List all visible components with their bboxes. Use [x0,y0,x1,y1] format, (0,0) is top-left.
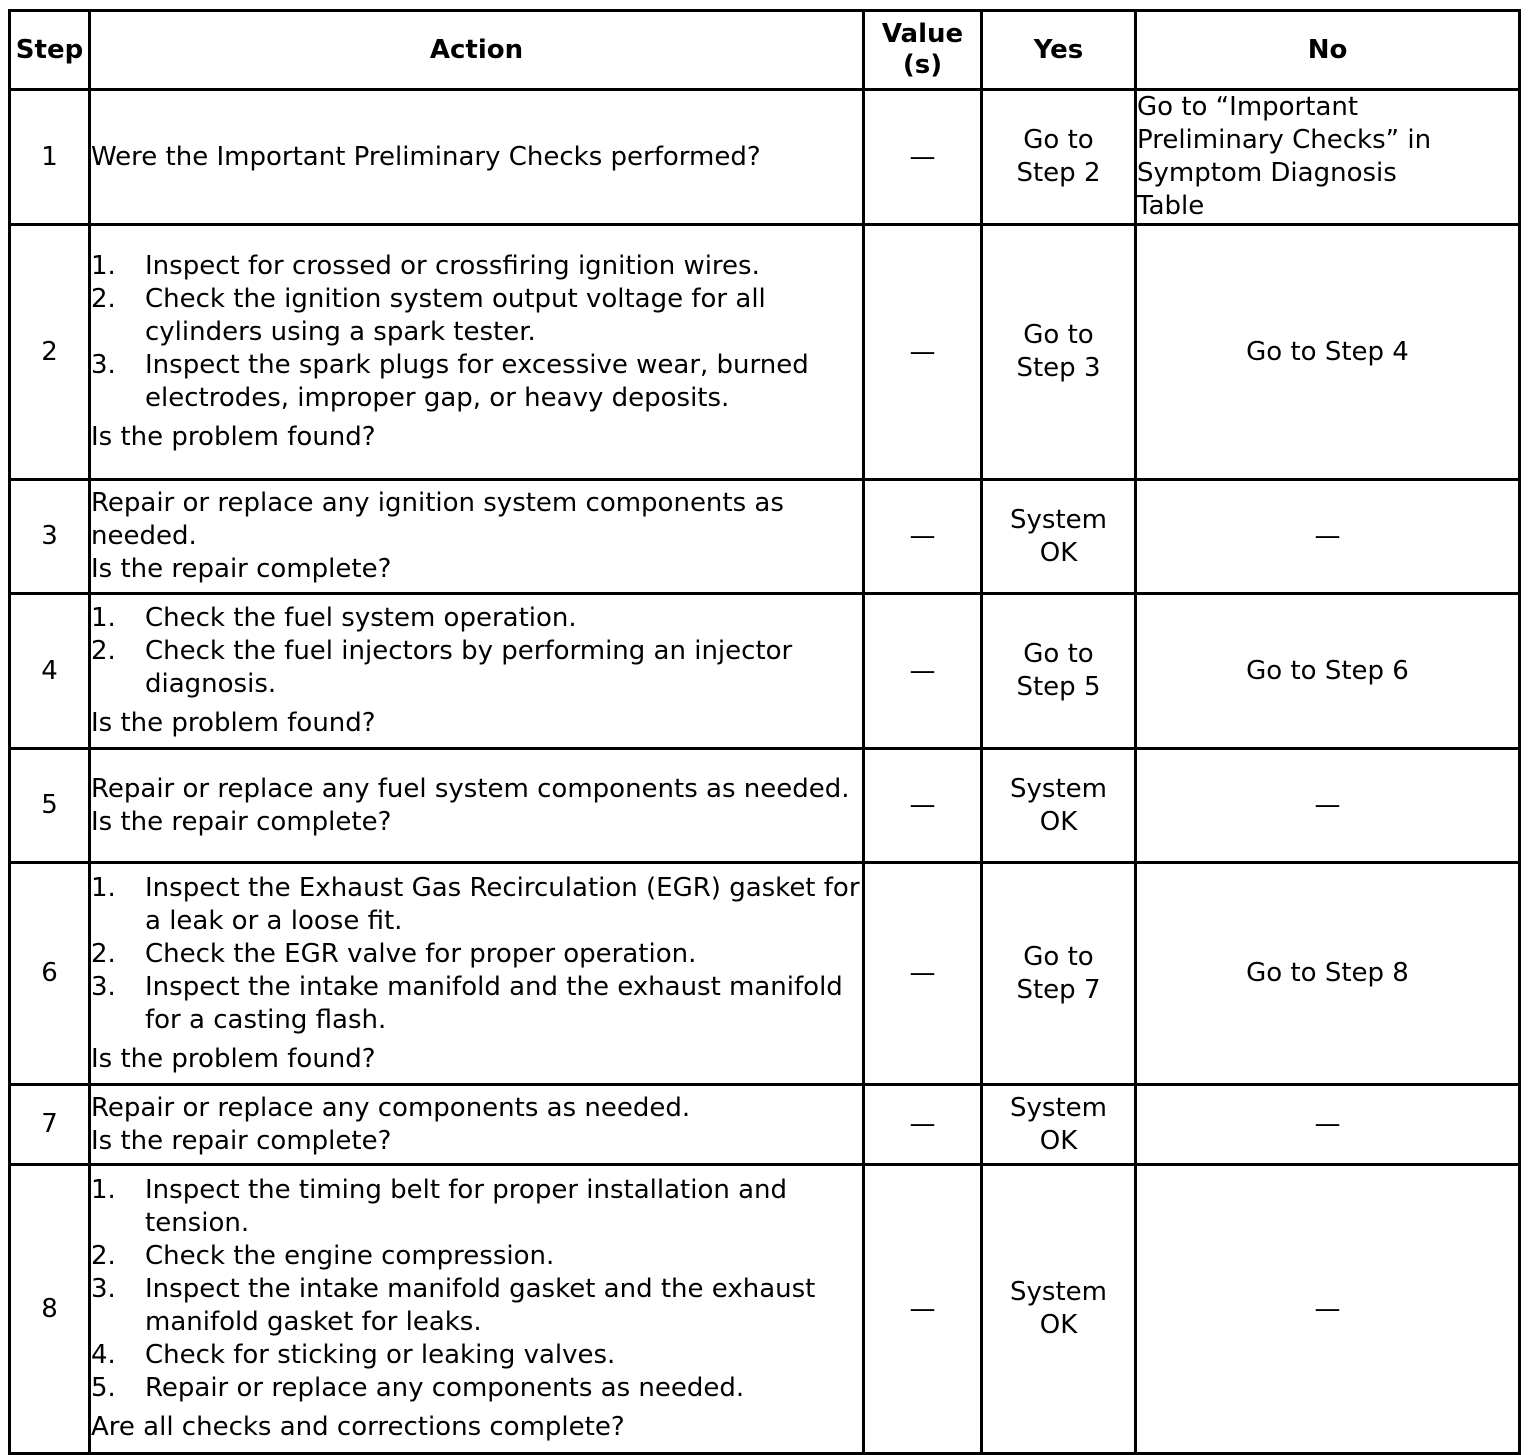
action-question: Is the problem found? [91,1043,376,1074]
item-number: 3. [91,971,116,1002]
step-number: 1 [10,90,90,225]
action-cell [90,863,864,1085]
item-text: Check the EGR valve for proper operation. [145,938,697,969]
step-number: 6 [10,863,90,1085]
action-item [91,283,862,349]
action-question: Is the problem found? [91,422,376,452]
header-value: Value (s) [864,11,982,90]
item-number: 1. [91,1175,116,1205]
item-number: 5. [91,1373,116,1403]
item-number: 2. [91,284,116,314]
item-text: Check the engine compression. [145,1241,555,1271]
yes-cell: Go to Step 3 [982,225,1136,480]
table-row [10,480,1520,594]
item-text: Inspect the intake manifold gasket and the exhaust manifold gasket for leaks. [145,1274,816,1337]
yes-cell: Go to Step 5 [982,594,1136,749]
item-number: 2. [91,636,116,666]
no-cell: — [1136,749,1520,863]
step-number: 8 [10,1165,90,1454]
action-item [91,635,862,701]
step-number: 3 [10,480,90,594]
item-number: 3. [91,1274,116,1304]
item-number: 2. [91,938,116,969]
table-row [10,1085,1520,1165]
table-row [10,594,1520,749]
action-item [91,938,862,971]
table-row [10,90,1520,225]
yes-cell: System OK [982,1165,1136,1454]
value-cell: — [864,1165,982,1454]
action-item [91,1372,862,1405]
item-number: 3. [91,350,116,380]
table-row [10,863,1520,1085]
step-number: 4 [10,594,90,749]
action-list [91,602,862,701]
action-question: Is the problem found? [91,708,376,738]
header-row [10,11,1520,90]
item-number: 1. [91,872,116,903]
item-text: Repair or replace any components as needed. [145,1373,745,1403]
action-list [91,872,862,1037]
item-text: Check for sticking or leaking valves. [145,1340,616,1370]
header-no: No [1136,11,1520,90]
value-cell: — [864,863,982,1085]
step-number: 5 [10,749,90,863]
no-cell: — [1136,1085,1520,1165]
item-text: Check the ignition system output voltage for all cylinders using a spark tester. [145,284,766,347]
item-number: 1. [91,603,116,633]
table-row [10,749,1520,863]
action-item [91,1240,862,1273]
value-cell: — [864,90,982,225]
header-yes: Yes [982,11,1136,90]
item-text: Check the fuel system operation. [145,603,577,633]
action-item [91,1174,862,1240]
no-cell: Go to Step 4 [1136,225,1520,480]
action-cell [90,1165,864,1454]
item-text: Check the fuel injectors by performing an injector diagnosis. [145,636,793,699]
no-cell: Go to Step 8 [1136,863,1520,1085]
action-list [91,250,862,415]
action-item [91,1273,862,1339]
yes-cell: System OK [982,1085,1136,1165]
item-text: Inspect the spark plugs for excessive wear, burned electrodes, improper gap, or heavy deposits. [145,350,809,413]
table-row [10,1165,1520,1454]
value-cell: — [864,225,982,480]
action-item [91,349,862,415]
value-cell: — [864,749,982,863]
step-number: 7 [10,1085,90,1165]
action-text: Were the Important Preliminary Checks performed? [90,90,864,225]
action-text: Repair or replace any ignition system components as needed. Is the repair complete? [90,480,864,594]
action-text: Repair or replace any components as needed. Is the repair complete? [90,1085,864,1165]
header-action: Action [90,11,864,90]
no-cell: — [1136,1165,1520,1454]
item-number: 1. [91,251,116,281]
value-cell: — [864,594,982,749]
table-row [10,225,1520,480]
diagnostic-table [8,9,1521,1455]
item-text: Inspect the timing belt for proper installation and tension. [145,1175,788,1238]
action-question: Are all checks and corrections complete? [91,1412,625,1442]
action-item [91,250,862,283]
item-text: Inspect the Exhaust Gas Recirculation (EGR) gasket for a leak or a loose fit. [145,872,860,936]
item-number: 4. [91,1340,116,1370]
yes-cell: System OK [982,749,1136,863]
action-cell [90,594,864,749]
action-text: Repair or replace any fuel system components as needed. Is the repair complete? [90,749,864,863]
action-item [91,1339,862,1372]
item-text: Inspect the intake manifold and the exhaust manifold for a casting flash. [145,971,843,1035]
action-cell [90,225,864,480]
no-cell: Go to “Important Preliminary Checks” in Symptom Diagnosis Table [1136,90,1520,225]
step-number: 2 [10,225,90,480]
header-step: Step [10,11,90,90]
action-list [91,1174,862,1405]
no-cell: — [1136,480,1520,594]
yes-cell: Go to Step 2 [982,90,1136,225]
yes-cell: System OK [982,480,1136,594]
action-item [91,602,862,635]
yes-cell: Go to Step 7 [982,863,1136,1085]
action-item [91,971,862,1037]
value-cell: — [864,1085,982,1165]
item-text: Inspect for crossed or crossfiring ignition wires. [145,251,760,281]
action-item [91,872,862,938]
no-cell: Go to Step 6 [1136,594,1520,749]
item-number: 2. [91,1241,116,1271]
value-cell: — [864,480,982,594]
